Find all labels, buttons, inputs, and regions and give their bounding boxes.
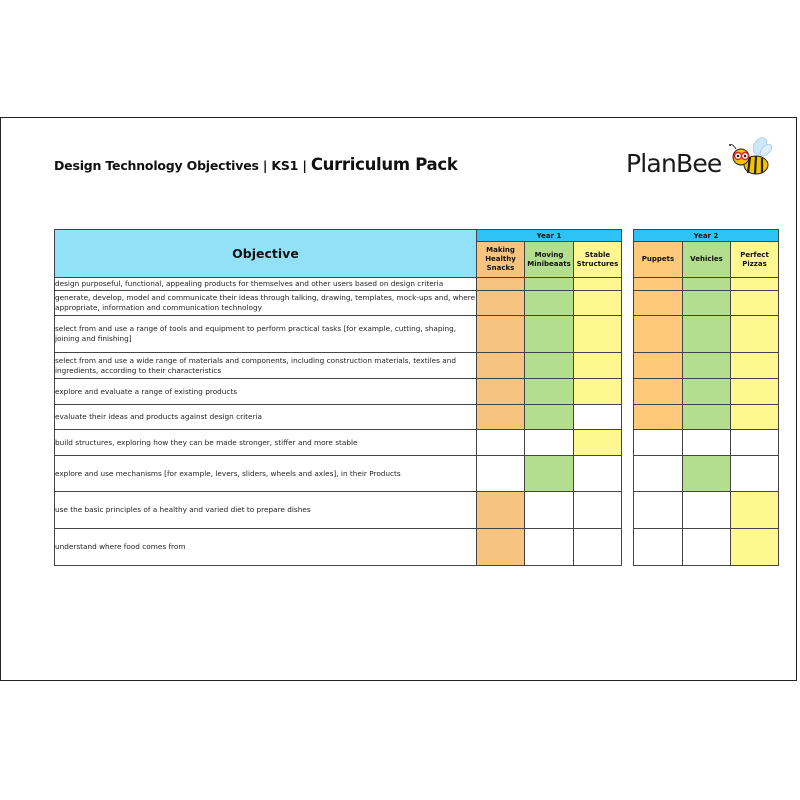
table-row [55,529,779,566]
coverage-cell-covered [477,353,525,379]
title-pack: Curriculum Pack [310,155,458,174]
coverage-cell-covered [574,278,622,291]
year-gap [622,353,634,379]
coverage-cell-empty [525,529,574,566]
coverage-cell-empty [683,430,731,456]
coverage-cell-covered [683,456,731,492]
coverage-cell-covered [477,379,525,405]
coverage-cell-empty [477,430,525,456]
coverage-cell-empty [574,405,622,430]
table-row [55,492,779,529]
coverage-cell-empty [683,492,731,529]
coverage-cell-empty [731,456,779,492]
coverage-cell-empty [525,430,574,456]
coverage-cell-covered [634,278,683,291]
coverage-cell-empty [634,430,683,456]
table-row [55,405,779,430]
topic-puppets: Puppets [634,242,683,278]
year1-header: Year 1 [477,230,622,242]
coverage-cell-covered [683,353,731,379]
coverage-cell-empty [634,492,683,529]
coverage-cell-covered [683,316,731,353]
coverage-cell-empty [731,430,779,456]
coverage-cell-covered [634,405,683,430]
table-row [55,278,779,291]
coverage-cell-covered [525,316,574,353]
coverage-cell-empty [683,529,731,566]
table-row [55,353,779,379]
planbee-logo [626,137,776,187]
topic-perfect-pizzas: Perfect Pizzas [731,242,779,278]
coverage-cell-covered [634,291,683,316]
table-row [55,379,779,405]
year-gap [622,430,634,456]
coverage-cell-covered [477,291,525,316]
objective-text: evaluate their ideas and products against design criteria [55,405,477,430]
coverage-cell-covered [683,405,731,430]
objective-text: understand where food comes from [55,529,477,566]
logo-text: PlanBee [626,149,722,178]
year-gap [622,230,634,278]
year-gap [622,291,634,316]
objective-text: select from and use a range of tools and equipment to perform practical tasks [for example, cutting, shaping, joining and finishing] [55,316,477,353]
year2-header: Year 2 [634,230,779,242]
coverage-cell-covered [683,379,731,405]
topic-vehicles: Vehicles [683,242,731,278]
table-row [55,316,779,353]
bee-icon [726,137,774,179]
objective-text: explore and use mechanisms [for example, levers, sliders, wheels and axles], in their Products [55,456,477,492]
coverage-cell-covered [731,492,779,529]
coverage-cell-covered [683,291,731,316]
coverage-cell-covered [525,278,574,291]
coverage-cell-covered [477,529,525,566]
coverage-cell-covered [731,278,779,291]
year-gap [622,278,634,291]
coverage-cell-covered [731,291,779,316]
page-title [54,155,458,175]
objective-text: use the basic principles of a healthy and varied diet to prepare dishes [55,492,477,529]
objective-text: build structures, exploring how they can be made stronger, stiffer and more stable [55,430,477,456]
coverage-cell-covered [525,353,574,379]
coverage-cell-covered [477,405,525,430]
coverage-cell-covered [731,529,779,566]
coverage-cell-covered [477,278,525,291]
objectives-body [55,278,779,566]
coverage-cell-covered [683,278,731,291]
coverage-cell-covered [731,353,779,379]
objective-text: explore and evaluate a range of existing products [55,379,477,405]
coverage-cell-covered [574,430,622,456]
coverage-cell-covered [731,405,779,430]
objectives-table [54,229,779,566]
coverage-cell-empty [574,529,622,566]
coverage-cell-covered [731,379,779,405]
objective-text: generate, develop, model and communicate their ideas through talking, drawing, templates, mock-ups and, where appropriate, information and communication technology [55,291,477,316]
year-gap [622,492,634,529]
coverage-cell-covered [634,379,683,405]
objective-header: Objective [55,230,477,278]
year-gap [622,316,634,353]
year-gap [622,529,634,566]
topic-stable-structures: Stable Structures [574,242,622,278]
coverage-cell-covered [477,316,525,353]
year-gap [622,456,634,492]
coverage-cell-covered [477,492,525,529]
coverage-cell-empty [634,529,683,566]
coverage-cell-covered [525,291,574,316]
coverage-cell-empty [574,492,622,529]
objective-text: design purposeful, functional, appealing products for themselves and other users based on design criteria [55,278,477,291]
coverage-cell-empty [574,456,622,492]
coverage-cell-covered [525,456,574,492]
topic-making-healthy-snacks: Making Healthy Snacks [477,242,525,278]
coverage-cell-covered [634,353,683,379]
coverage-cell-covered [634,316,683,353]
table-row [55,456,779,492]
coverage-cell-covered [574,316,622,353]
coverage-cell-covered [525,405,574,430]
topic-moving-minibeasts: Moving Minibeaats [525,242,574,278]
coverage-cell-covered [574,379,622,405]
coverage-cell-covered [574,353,622,379]
coverage-cell-covered [574,291,622,316]
year-gap [622,405,634,430]
coverage-cell-covered [731,316,779,353]
objective-text: select from and use a wide range of materials and components, including construction materials, textiles and ingredients, according to their characteristics [55,353,477,379]
coverage-cell-empty [634,456,683,492]
coverage-cell-covered [525,379,574,405]
table-row [55,430,779,456]
year-gap [622,379,634,405]
coverage-cell-empty [477,456,525,492]
title-subject: Design Technology Objectives | KS1 | [54,158,311,173]
coverage-cell-empty [525,492,574,529]
table-row [55,291,779,316]
